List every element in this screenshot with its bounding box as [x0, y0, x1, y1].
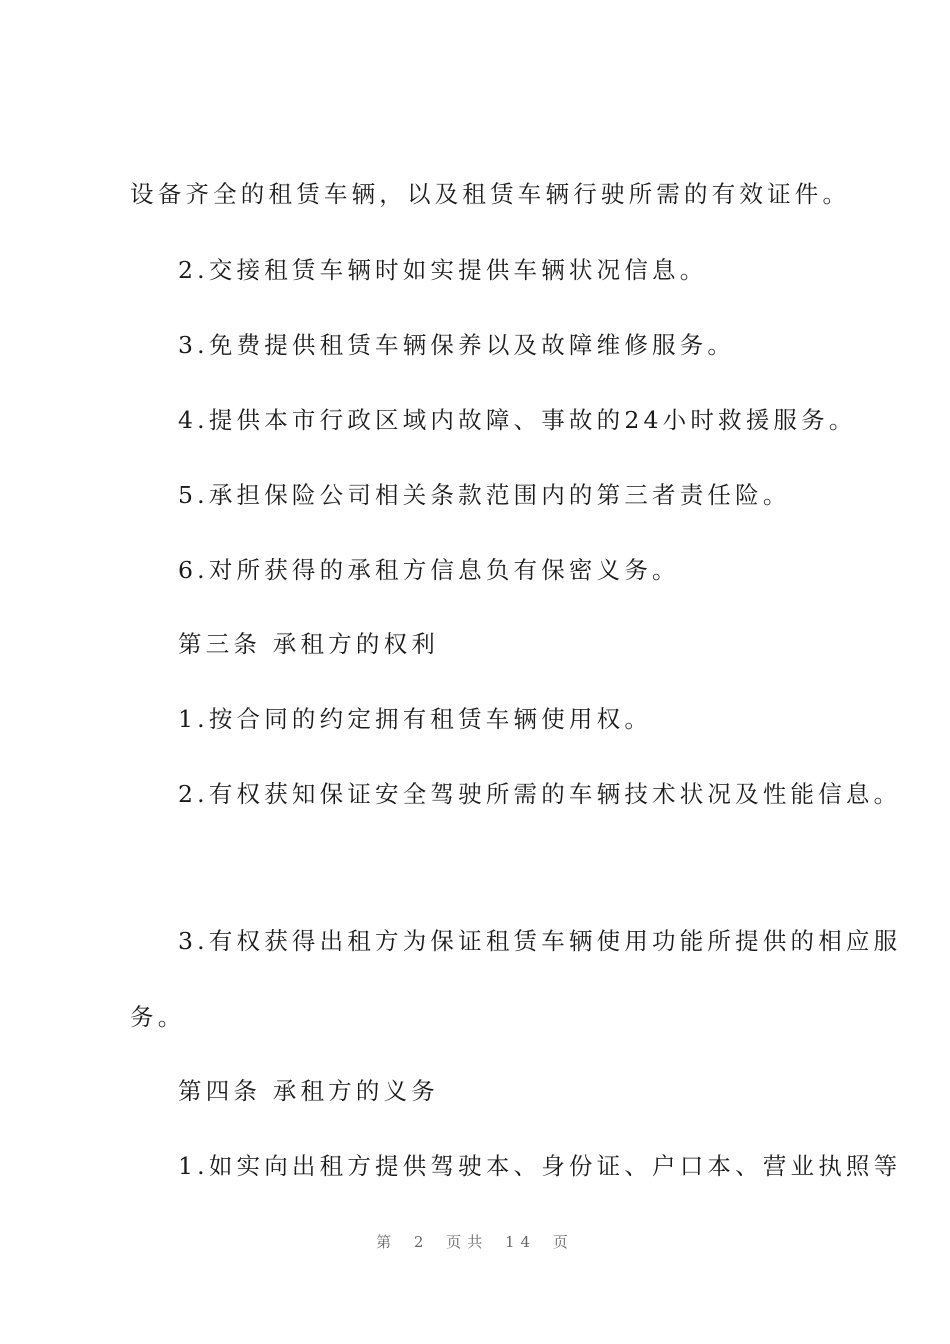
paragraph-line: 务。	[130, 1003, 186, 1031]
paragraph-line: 设备齐全的租赁车辆，以及租赁车辆行驶所需的有效证件。	[130, 180, 851, 208]
list-item: 5.承担保险公司相关条款范围内的第三者责任险。	[178, 481, 791, 509]
list-item: 6.对所获得的承租方信息负有保密义务。	[178, 556, 680, 584]
list-item: 4.提供本市行政区域内故障、事故的24小时救援服务。	[178, 406, 857, 434]
list-item: 1.如实向出租方提供驾驶本、身份证、户口本、营业执照等	[178, 1152, 902, 1180]
list-item: 2.交接租赁车辆时如实提供车辆状况信息。	[178, 256, 708, 284]
list-item: 2.有权获知保证安全驾驶所需的车辆技术状况及性能信息。	[178, 780, 902, 808]
section-heading: 第四条 承租方的义务	[178, 1077, 439, 1105]
list-item: 1.按合同的约定拥有租赁车辆使用权。	[178, 705, 653, 733]
section-heading: 第三条 承租方的权利	[178, 630, 439, 658]
list-item: 3.免费提供租赁车辆保养以及故障维修服务。	[178, 331, 736, 359]
list-item: 3.有权获得出租方为保证租赁车辆使用功能所提供的相应服	[178, 927, 902, 955]
page-number: 第 2 页共 14 页	[376, 1233, 574, 1251]
